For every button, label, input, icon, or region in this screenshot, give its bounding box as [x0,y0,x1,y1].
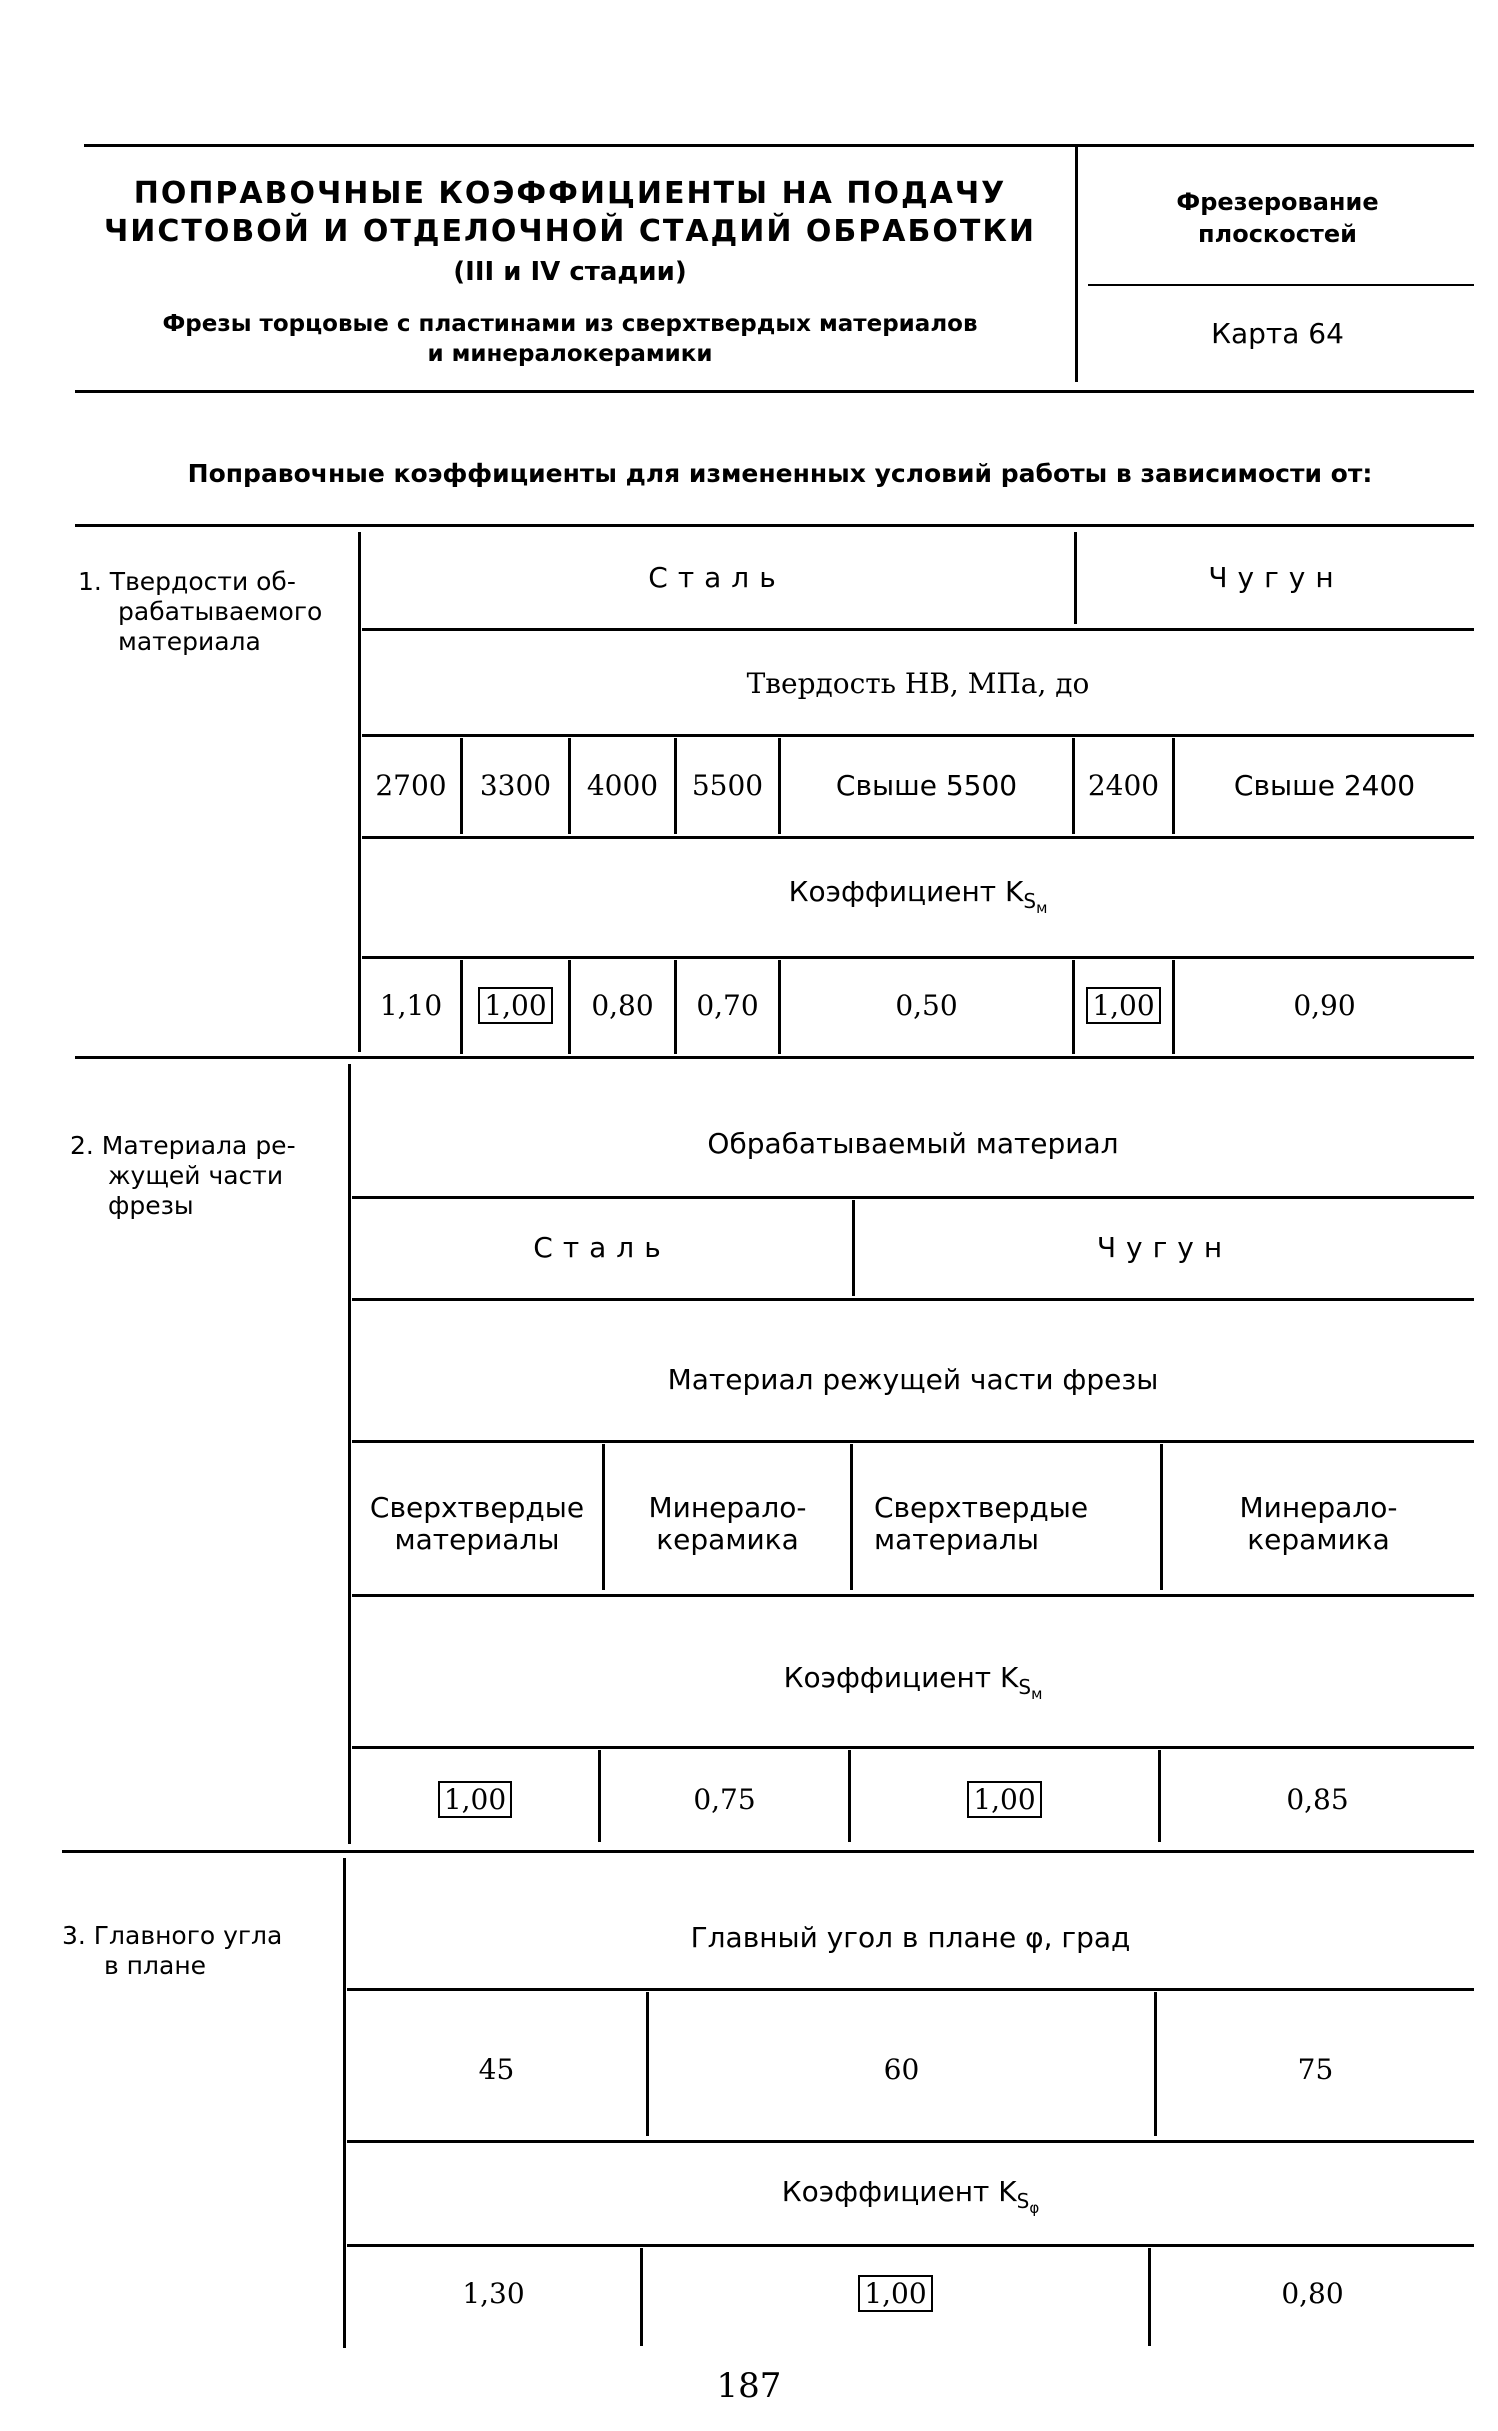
s2-coef-cell: 0,75 [693,1783,756,1816]
s2-tool-line1: Сверхтвердые [874,1491,1089,1524]
s1-label-divider [358,532,361,1052]
s3-label-line1: 3. Главного угла [62,1921,283,1950]
s2-tool-line2: керамика [1247,1523,1390,1556]
s3-label-divider [343,1858,346,2348]
s1-coef-text: Коэффициент K [788,875,1024,908]
s1-cast-iron: Чугун [1208,561,1344,594]
s3-angle-cell: 60 [883,2053,920,2086]
s2-rule-5 [352,1746,1474,1749]
s3-angle-cell: 75 [1297,2053,1334,2086]
s1-hardness-cell: 2400 [1087,769,1160,802]
s3-coef-cell-boxed: 1,00 [858,2275,932,2312]
s1-coef-label [362,876,1474,924]
s2-rule-4 [352,1594,1474,1597]
title-line2: ЧИСТОВОЙ И ОТДЕЛОЧНОЙ СТАДИЙ ОБРАБОТКИ [104,214,1036,249]
s2-tool-line1: Минерало- [1239,1491,1398,1524]
header-top-rule [84,144,1474,147]
header-right-rule [1088,284,1474,286]
s1-coef-cell: 0,50 [895,989,958,1022]
operation-line2: плоскостей [1198,220,1357,248]
s3-coef-label [347,2176,1474,2224]
s3-coef-cell: 1,30 [462,2277,525,2310]
s3-coef-cell: 0,80 [1281,2277,1344,2310]
s3-rule-1 [347,1988,1474,1991]
card-number: Карта 64 [1211,317,1344,350]
s2-tool-line2: материалы [874,1523,1039,1556]
s2-tool-line1: Минерало- [648,1491,807,1524]
intro-text: Поправочные коэффициенты для измененных условий работы в зависимости от: [187,459,1373,488]
s2-steel: Сталь [533,1231,671,1264]
subtitle-line2: и минералокерамики [427,341,713,367]
s2-processed-header: Обрабатываемый материал [707,1127,1119,1160]
s1-hardness-cell: Свыше 2400 [1233,769,1416,802]
s2-coef-subsub: м [1031,1684,1043,1703]
s1-hardness-cell: 5500 [691,769,764,802]
s1-hardness-cell: Свыше 5500 [835,769,1018,802]
s2-coef-label [352,1662,1474,1710]
s3-angle-cell: 45 [478,2053,515,2086]
s3-rule-3 [347,2244,1474,2247]
s1-coef-cell-boxed: 1,00 [1086,987,1160,1024]
s2-coef-text: Коэффициент K [783,1661,1019,1694]
s1-hardness-cell: 3300 [479,769,552,802]
s1-coef-cell: 1,10 [379,989,443,1022]
header-bottom-rule [75,390,1474,393]
s2-coef-cell: 0,85 [1286,1783,1349,1816]
s1-top-rule [75,524,1474,527]
s1-rule-4 [362,836,1474,839]
s2-rule-1 [352,1196,1474,1199]
s2-label-divider [348,1064,351,1844]
s2-label-line1: 2. Материала ре- [70,1131,296,1160]
s2-cast-iron: Чугун [1096,1231,1233,1264]
s2-rule-2 [352,1298,1474,1301]
s1-steel: Сталь [648,561,786,594]
s2-coef-cell-boxed: 1,00 [438,1781,512,1818]
s1-label-line1: 1. Твердости об- [78,567,296,596]
s1-label-line2: рабатываемого [118,597,323,626]
s2-tool-line2: керамика [656,1523,799,1556]
s1-coef-cell-boxed: 1,00 [478,987,552,1024]
s1-coef-cell: 0,90 [1293,989,1356,1022]
s1-material-divider [1074,532,1077,624]
s3-angle-header: Главный угол в плане φ, град [690,1921,1131,1954]
s2-coef-sub: S [1018,1674,1032,1699]
s1-coef-subsub: м [1036,898,1048,917]
s3-coef-text: Коэффициент K [781,2175,1017,2208]
header-divider [1075,146,1078,382]
s1-coef-cell: 0,70 [696,989,759,1022]
s1-rule-2 [362,628,1474,631]
page-number: 187 [716,2366,782,2406]
s1-rule-3 [362,734,1474,737]
title-line1: ПОПРАВОЧНЫЕ КОЭФФИЦИЕНТЫ НА ПОДАЧУ [133,176,1007,211]
s1-hardness-header: Твердость НВ, МПа, до [746,667,1090,700]
s2-vdiv [850,1444,853,1590]
s1-label-line3: материала [118,627,261,656]
s3-coef-subsub: φ [1029,2198,1040,2217]
subtitle-line1: Фрезы торцовые с пластинами из сверхтвердых материалов [162,311,978,337]
s2-tool-line2: материалы [394,1523,560,1556]
operation-line1: Фрезерование [1176,188,1379,216]
s2-tool-header: Материал режущей части фрезы [667,1363,1159,1396]
s2-tool-line1: Сверхтвердые [369,1491,585,1524]
s2-rule-3 [352,1440,1474,1443]
s1-hardness-cell: 2700 [375,769,447,802]
s2-coef-cell-boxed: 1,00 [967,1781,1041,1818]
s2-bottom-rule [62,1850,1474,1853]
s2-label-line3: фрезы [108,1191,194,1220]
title-line3: (III и IV стадии) [453,257,687,287]
s3-label-line2: в плане [104,1951,207,1980]
s1-coef-sub: S [1023,888,1037,913]
s1-rule-5 [362,956,1474,959]
s1-coef-cell: 0,80 [591,989,654,1022]
s2-label-line2: жущей части [108,1161,284,1190]
s3-rule-2 [347,2140,1474,2143]
s3-coef-sub: S [1016,2188,1030,2213]
s1-hardness-cell: 4000 [586,769,659,802]
s1-bottom-rule [75,1056,1474,1059]
